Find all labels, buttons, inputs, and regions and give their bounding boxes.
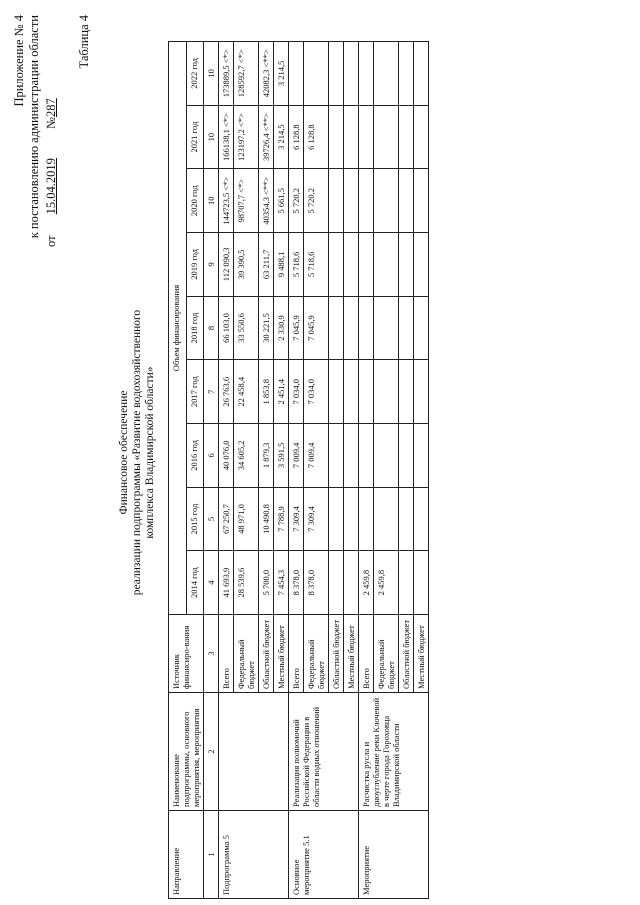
source-cell: Федеральный бюджет bbox=[234, 615, 259, 693]
header-source: Источник финансиро-вания bbox=[169, 615, 204, 693]
header-year: 2014 год bbox=[186, 551, 204, 615]
source-cell: Федеральный бюджет bbox=[304, 615, 329, 693]
value-cell: 40354,3 <**> bbox=[259, 169, 274, 233]
value-cell bbox=[359, 487, 374, 551]
value-cell: 7 788,9 bbox=[274, 487, 289, 551]
appendix-title: Приложение № 4 bbox=[12, 15, 26, 107]
value-cell: 123197,2 <*> bbox=[234, 105, 259, 169]
header-year: 2019 год bbox=[186, 233, 204, 297]
value-cell bbox=[344, 424, 359, 488]
header-name: Наименование подпрограммы, основного мероприятия, мероприятия bbox=[169, 693, 204, 811]
document-title bbox=[118, 0, 157, 905]
column-number: 10 bbox=[204, 169, 219, 233]
value-cell bbox=[399, 42, 414, 106]
header-year: 2020 год bbox=[186, 169, 204, 233]
source-cell: Местный бюджет bbox=[274, 615, 289, 693]
value-cell: 5 700,0 bbox=[259, 551, 274, 615]
value-cell bbox=[374, 105, 399, 169]
value-cell: 8 378,0 bbox=[304, 551, 329, 615]
value-cell: 26 763,6 bbox=[219, 360, 234, 424]
value-cell bbox=[359, 424, 374, 488]
header-volume: Объем финансирования bbox=[169, 42, 187, 615]
value-cell: 5 720,2 bbox=[304, 169, 329, 233]
value-cell: 98707,7 <*> bbox=[234, 169, 259, 233]
value-cell bbox=[329, 551, 344, 615]
title-line-1: Финансовое обеспечение bbox=[118, 390, 130, 515]
value-cell bbox=[329, 233, 344, 297]
value-cell: 5 720,2 bbox=[289, 169, 304, 233]
value-cell: 28 539,6 bbox=[234, 551, 259, 615]
column-numbers-row bbox=[204, 42, 219, 899]
value-cell: 7 309,4 bbox=[304, 487, 329, 551]
value-cell: 9 488,1 bbox=[274, 233, 289, 297]
title-line-2: реализации подпрограммы «Развитие водохозяйственного bbox=[131, 309, 143, 596]
appendix-from: от bbox=[44, 235, 58, 247]
value-cell bbox=[304, 42, 329, 106]
value-cell bbox=[399, 169, 414, 233]
header-year: 2015 год bbox=[186, 487, 204, 551]
value-cell: 166138,1 <*> bbox=[219, 105, 234, 169]
source-cell: Областной бюджет bbox=[329, 615, 344, 693]
value-cell bbox=[414, 424, 429, 488]
value-cell: 5 718,6 bbox=[289, 233, 304, 297]
value-cell: 7 309,4 bbox=[289, 487, 304, 551]
direction-cell: Подпрограмма 5 bbox=[219, 811, 289, 899]
value-cell: 40 076,0 bbox=[219, 424, 234, 488]
value-cell: 39726,4 <**> bbox=[259, 105, 274, 169]
value-cell bbox=[399, 487, 414, 551]
value-cell: 1 879,3 bbox=[259, 424, 274, 488]
value-cell: 7 034,0 bbox=[289, 360, 304, 424]
column-number: 6 bbox=[204, 424, 219, 488]
source-cell: Всего bbox=[219, 615, 234, 693]
value-cell bbox=[374, 296, 399, 360]
column-number: 3 bbox=[204, 615, 219, 693]
value-cell: 2 459,8 bbox=[374, 551, 399, 615]
value-cell bbox=[359, 42, 374, 106]
value-cell bbox=[399, 296, 414, 360]
column-number: 7 bbox=[204, 360, 219, 424]
value-cell bbox=[344, 296, 359, 360]
value-cell bbox=[399, 424, 414, 488]
value-cell bbox=[344, 42, 359, 106]
column-number: 5 bbox=[204, 487, 219, 551]
value-cell: 42082,3 <**> bbox=[259, 42, 274, 106]
value-cell bbox=[344, 105, 359, 169]
value-cell bbox=[344, 487, 359, 551]
value-cell bbox=[329, 169, 344, 233]
value-cell bbox=[289, 42, 304, 106]
value-cell: 173889,5 <*> bbox=[219, 42, 234, 106]
value-cell: 3 214,5 bbox=[274, 42, 289, 106]
appendix-number-prefix: № bbox=[44, 117, 58, 129]
source-cell: Всего bbox=[289, 615, 304, 693]
appendix-date-line bbox=[44, 15, 59, 265]
value-cell: 3 214,5 bbox=[274, 105, 289, 169]
appendix-subtitle: к постановлению администрации области bbox=[27, 15, 41, 239]
value-cell: 67 250,7 bbox=[219, 487, 234, 551]
value-cell: 112 090,3 bbox=[219, 233, 234, 297]
value-cell: 2 451,4 bbox=[274, 360, 289, 424]
value-cell bbox=[344, 233, 359, 297]
value-cell: 2 330,9 bbox=[274, 296, 289, 360]
source-cell: Федеральный бюджет bbox=[374, 615, 399, 693]
name-cell bbox=[219, 693, 289, 811]
source-cell: Областной бюджет bbox=[259, 615, 274, 693]
value-cell bbox=[399, 551, 414, 615]
value-cell: 39 390,5 bbox=[234, 233, 259, 297]
column-number: 2 bbox=[204, 693, 219, 811]
header-year: 2018 год bbox=[186, 296, 204, 360]
value-cell bbox=[414, 233, 429, 297]
value-cell bbox=[374, 424, 399, 488]
header-direction: Направление bbox=[169, 811, 204, 899]
direction-cell: Основное мероприятие 5.1 bbox=[289, 811, 359, 899]
value-cell: 30 221,5 bbox=[259, 296, 274, 360]
appendix-header bbox=[12, 15, 59, 265]
appendix-date: 15.04.2019 bbox=[44, 158, 58, 215]
value-cell bbox=[344, 551, 359, 615]
name-cell: Реализация полномочий Российской Федерации в области водных отношений bbox=[289, 693, 359, 811]
table-row bbox=[359, 42, 374, 899]
value-cell bbox=[359, 296, 374, 360]
header-year: 2016 год bbox=[186, 424, 204, 488]
source-cell: Местный бюджет bbox=[414, 615, 429, 693]
financing-table bbox=[168, 41, 429, 899]
value-cell: 7 045,9 bbox=[289, 296, 304, 360]
value-cell bbox=[399, 105, 414, 169]
value-cell: 7 009,4 bbox=[304, 424, 329, 488]
column-number: 8 bbox=[204, 296, 219, 360]
value-cell: 34 605,2 bbox=[234, 424, 259, 488]
source-cell: Местный бюджет bbox=[344, 615, 359, 693]
column-number: 1 bbox=[204, 811, 219, 899]
value-cell bbox=[414, 487, 429, 551]
source-cell: Областной бюджет bbox=[399, 615, 414, 693]
value-cell: 144723,5 <*> bbox=[219, 169, 234, 233]
value-cell bbox=[399, 233, 414, 297]
value-cell: 2 459,8 bbox=[359, 551, 374, 615]
table-row bbox=[289, 42, 304, 899]
value-cell: 41 693,9 bbox=[219, 551, 234, 615]
column-number: 4 bbox=[204, 551, 219, 615]
value-cell: 5 661,5 bbox=[274, 169, 289, 233]
value-cell bbox=[414, 105, 429, 169]
value-cell: 1 853,8 bbox=[259, 360, 274, 424]
header-year: 2021 год bbox=[186, 105, 204, 169]
value-cell: 6 128,8 bbox=[289, 105, 304, 169]
value-cell: 7 454,3 bbox=[274, 551, 289, 615]
header-year: 2017 год bbox=[186, 360, 204, 424]
value-cell: 66 103,0 bbox=[219, 296, 234, 360]
value-cell bbox=[344, 169, 359, 233]
value-cell bbox=[414, 169, 429, 233]
value-cell: 10 490,8 bbox=[259, 487, 274, 551]
value-cell bbox=[329, 487, 344, 551]
value-cell: 22 458,4 bbox=[234, 360, 259, 424]
value-cell: 7 009,4 bbox=[289, 424, 304, 488]
value-cell bbox=[414, 296, 429, 360]
table-row bbox=[219, 42, 234, 899]
value-cell bbox=[374, 42, 399, 106]
value-cell bbox=[329, 424, 344, 488]
value-cell bbox=[359, 360, 374, 424]
table-number: Таблица 4 bbox=[77, 15, 91, 69]
value-cell bbox=[359, 169, 374, 233]
value-cell bbox=[344, 360, 359, 424]
value-cell: 8 378,0 bbox=[289, 551, 304, 615]
source-cell: Всего bbox=[359, 615, 374, 693]
value-cell bbox=[374, 487, 399, 551]
value-cell: 6 128,8 bbox=[304, 105, 329, 169]
value-cell: 128592,7 <*> bbox=[234, 42, 259, 106]
value-cell: 7 045,9 bbox=[304, 296, 329, 360]
value-cell: 63 211,7 bbox=[259, 233, 274, 297]
column-number: 10 bbox=[204, 105, 219, 169]
value-cell bbox=[399, 360, 414, 424]
column-number: 10 bbox=[204, 42, 219, 106]
table-body bbox=[219, 42, 429, 899]
value-cell bbox=[414, 360, 429, 424]
direction-cell: Мероприятие bbox=[359, 811, 429, 899]
name-cell: Расчистка русла и дноуглубление реки Клочевой в черте города Гороховца Владимирской области bbox=[359, 693, 429, 811]
column-number: 9 bbox=[204, 233, 219, 297]
value-cell: 48 971,0 bbox=[234, 487, 259, 551]
value-cell bbox=[374, 360, 399, 424]
value-cell bbox=[414, 42, 429, 106]
value-cell: 5 718,6 bbox=[304, 233, 329, 297]
value-cell bbox=[359, 105, 374, 169]
value-cell bbox=[329, 296, 344, 360]
header-year: 2022 год bbox=[186, 42, 204, 106]
value-cell bbox=[329, 360, 344, 424]
value-cell bbox=[329, 105, 344, 169]
appendix-number: 287 bbox=[44, 98, 58, 117]
value-cell bbox=[329, 42, 344, 106]
value-cell bbox=[414, 551, 429, 615]
value-cell: 3 591,5 bbox=[274, 424, 289, 488]
value-cell bbox=[374, 233, 399, 297]
value-cell bbox=[374, 169, 399, 233]
value-cell bbox=[359, 233, 374, 297]
value-cell: 7 034,0 bbox=[304, 360, 329, 424]
value-cell: 33 550,6 bbox=[234, 296, 259, 360]
title-line-3: комплекса Владимирской области» bbox=[144, 366, 156, 539]
